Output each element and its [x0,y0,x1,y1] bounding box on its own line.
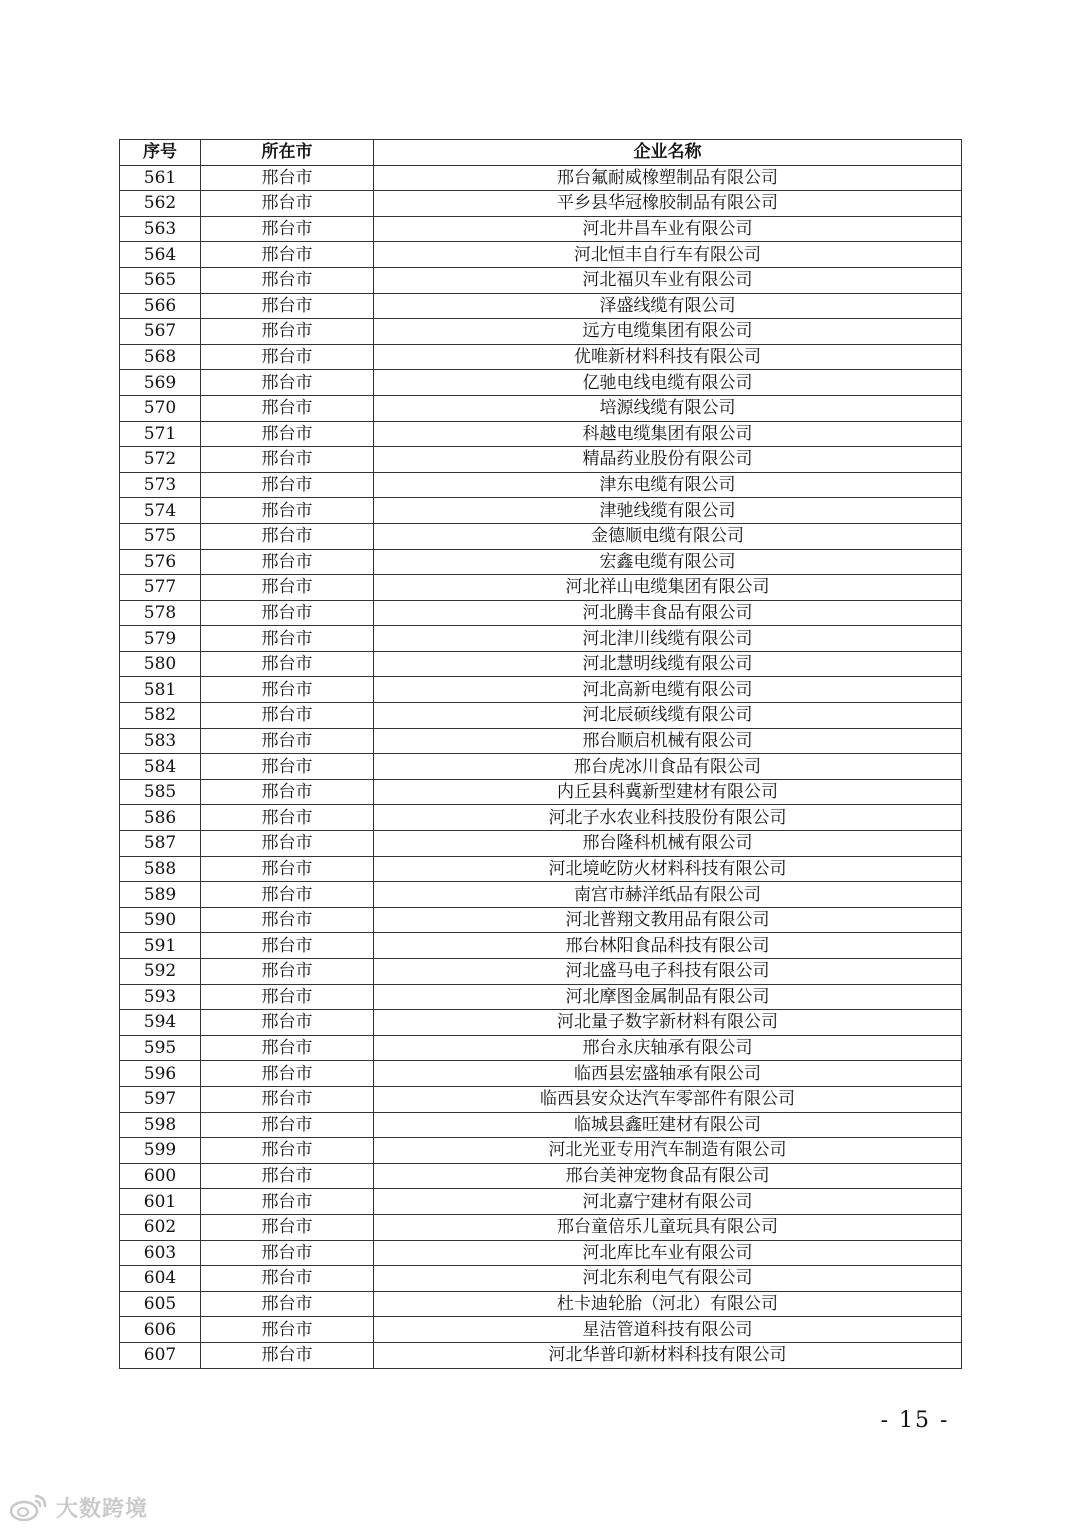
cell-city: 邢台市 [201,1163,374,1189]
cell-city: 邢台市 [201,728,374,754]
cell-company-name: 内丘县科冀新型建材有限公司 [374,779,962,805]
table-row [120,344,962,370]
table-row [120,651,962,677]
cell-city: 邢台市 [201,779,374,805]
cell-company-name: 河北量子数字新材料有限公司 [374,1010,962,1036]
cell-serial-number: 577 [120,575,201,601]
cell-company-name: 优唯新材料科技有限公司 [374,344,962,370]
cell-company-name: 河北盛马电子科技有限公司 [374,959,962,985]
cell-company-name: 杜卡迪轮胎（河北）有限公司 [374,1291,962,1317]
cell-serial-number: 606 [120,1317,201,1343]
cell-serial-number: 571 [120,421,201,447]
table-row [120,421,962,447]
table-row [120,703,962,729]
table-row [120,882,962,908]
cell-company-name: 河北腾丰食品有限公司 [374,600,962,626]
table-row [120,523,962,549]
cell-city: 邢台市 [201,1342,374,1368]
cell-city: 邢台市 [201,216,374,242]
table-row [120,395,962,421]
cell-serial-number: 598 [120,1112,201,1138]
table-row [120,191,962,217]
cell-serial-number: 568 [120,344,201,370]
cell-serial-number: 591 [120,933,201,959]
table-row [120,805,962,831]
table-row [120,1138,962,1164]
table-row [120,626,962,652]
table-row [120,779,962,805]
table-row [120,549,962,575]
cell-company-name: 河北福贝车业有限公司 [374,267,962,293]
table-row [120,1061,962,1087]
table-row [120,319,962,345]
cell-company-name: 河北摩图金属制品有限公司 [374,984,962,1010]
table-row [120,728,962,754]
cell-company-name: 河北华普印新材料科技有限公司 [374,1342,962,1368]
table-row [120,447,962,473]
cell-city: 邢台市 [201,523,374,549]
cell-company-name: 平乡县华冠橡胶制品有限公司 [374,191,962,217]
table-row [120,933,962,959]
watermark [8,1490,148,1524]
cell-company-name: 邢台隆科机械有限公司 [374,831,962,857]
cell-company-name: 临城县鑫旺建材有限公司 [374,1112,962,1138]
table-row [120,1010,962,1036]
cell-company-name: 星洁管道科技有限公司 [374,1317,962,1343]
cell-company-name: 河北光亚专用汽车制造有限公司 [374,1138,962,1164]
cell-serial-number: 569 [120,370,201,396]
cell-serial-number: 565 [120,267,201,293]
cell-company-name: 河北境屹防火材料科技有限公司 [374,856,962,882]
table-row [120,472,962,498]
cell-serial-number: 579 [120,626,201,652]
cell-city: 邢台市 [201,575,374,601]
table-row [120,1214,962,1240]
cell-city: 邢台市 [201,1086,374,1112]
cell-city: 邢台市 [201,421,374,447]
table-row [120,1240,962,1266]
cell-city: 邢台市 [201,882,374,908]
cell-serial-number: 563 [120,216,201,242]
cell-serial-number: 594 [120,1010,201,1036]
cell-city: 邢台市 [201,1317,374,1343]
page-number: - 15 - [880,1408,950,1433]
table-row [120,216,962,242]
cell-serial-number: 567 [120,319,201,345]
cell-city: 邢台市 [201,831,374,857]
table-row [120,1112,962,1138]
cell-company-name: 邢台氟耐威橡塑制品有限公司 [374,165,962,191]
cell-company-name: 河北高新电缆有限公司 [374,677,962,703]
cell-city: 邢台市 [201,472,374,498]
cell-city: 邢台市 [201,447,374,473]
cell-serial-number: 574 [120,498,201,524]
table-row [120,575,962,601]
cell-company-name: 河北祥山电缆集团有限公司 [374,575,962,601]
table-row [120,1342,962,1368]
cell-company-name: 临西县安众达汽车零部件有限公司 [374,1086,962,1112]
cell-company-name: 河北东利电气有限公司 [374,1266,962,1292]
cell-serial-number: 601 [120,1189,201,1215]
company-list-table [119,139,962,1369]
cell-company-name: 临西县宏盛轴承有限公司 [374,1061,962,1087]
cell-company-name: 河北井昌车业有限公司 [374,216,962,242]
cell-serial-number: 576 [120,549,201,575]
table-row [120,1086,962,1112]
table-row [120,293,962,319]
cell-company-name: 金德顺电缆有限公司 [374,523,962,549]
table-header-row [120,140,962,166]
cell-serial-number: 585 [120,779,201,805]
table-row [120,1189,962,1215]
cell-company-name: 宏鑫电缆有限公司 [374,549,962,575]
cell-serial-number: 600 [120,1163,201,1189]
weibo-logo-icon [8,1492,50,1522]
cell-company-name: 津驰线缆有限公司 [374,498,962,524]
cell-city: 邢台市 [201,165,374,191]
cell-company-name: 河北恒丰自行车有限公司 [374,242,962,268]
cell-city: 邢台市 [201,984,374,1010]
cell-serial-number: 588 [120,856,201,882]
cell-city: 邢台市 [201,1291,374,1317]
cell-city: 邢台市 [201,1189,374,1215]
cell-city: 邢台市 [201,1138,374,1164]
cell-city: 邢台市 [201,754,374,780]
cell-company-name: 科越电缆集团有限公司 [374,421,962,447]
cell-serial-number: 587 [120,831,201,857]
table-row [120,1266,962,1292]
cell-city: 邢台市 [201,651,374,677]
cell-company-name: 河北辰硕线缆有限公司 [374,703,962,729]
cell-serial-number: 561 [120,165,201,191]
cell-city: 邢台市 [201,498,374,524]
cell-serial-number: 573 [120,472,201,498]
cell-city: 邢台市 [201,626,374,652]
cell-company-name: 远方电缆集团有限公司 [374,319,962,345]
cell-company-name: 泽盛线缆有限公司 [374,293,962,319]
cell-serial-number: 593 [120,984,201,1010]
cell-company-name: 精晶药业股份有限公司 [374,447,962,473]
header-city: 所在市 [201,140,374,166]
cell-company-name: 培源线缆有限公司 [374,395,962,421]
cell-serial-number: 583 [120,728,201,754]
cell-city: 邢台市 [201,549,374,575]
cell-city: 邢台市 [201,959,374,985]
cell-serial-number: 602 [120,1214,201,1240]
cell-serial-number: 590 [120,907,201,933]
cell-company-name: 邢台林阳食品科技有限公司 [374,933,962,959]
table-row [120,831,962,857]
cell-serial-number: 580 [120,651,201,677]
cell-serial-number: 603 [120,1240,201,1266]
cell-city: 邢台市 [201,191,374,217]
header-company-name: 企业名称 [374,140,962,166]
cell-city: 邢台市 [201,344,374,370]
cell-company-name: 河北普翔文教用品有限公司 [374,907,962,933]
table-row [120,498,962,524]
table-row [120,600,962,626]
cell-city: 邢台市 [201,293,374,319]
table-row [120,1291,962,1317]
cell-serial-number: 605 [120,1291,201,1317]
cell-company-name: 河北子水农业科技股份有限公司 [374,805,962,831]
table-row [120,856,962,882]
cell-serial-number: 595 [120,1035,201,1061]
cell-serial-number: 597 [120,1086,201,1112]
cell-serial-number: 604 [120,1266,201,1292]
cell-company-name: 河北嘉宁建材有限公司 [374,1189,962,1215]
cell-company-name: 亿驰电线电缆有限公司 [374,370,962,396]
cell-company-name: 邢台永庆轴承有限公司 [374,1035,962,1061]
cell-company-name: 河北慧明线缆有限公司 [374,651,962,677]
cell-city: 邢台市 [201,805,374,831]
cell-serial-number: 596 [120,1061,201,1087]
cell-city: 邢台市 [201,1214,374,1240]
cell-company-name: 邢台虎冰川食品有限公司 [374,754,962,780]
table-row [120,1035,962,1061]
cell-serial-number: 570 [120,395,201,421]
table-row [120,959,962,985]
cell-city: 邢台市 [201,1061,374,1087]
cell-city: 邢台市 [201,1112,374,1138]
cell-city: 邢台市 [201,1240,374,1266]
cell-city: 邢台市 [201,370,374,396]
cell-company-name: 南宫市赫洋纸品有限公司 [374,882,962,908]
cell-company-name: 津东电缆有限公司 [374,472,962,498]
cell-serial-number: 562 [120,191,201,217]
cell-serial-number: 599 [120,1138,201,1164]
cell-company-name: 邢台美神宠物食品有限公司 [374,1163,962,1189]
table-row [120,1163,962,1189]
table-row [120,677,962,703]
cell-city: 邢台市 [201,703,374,729]
cell-city: 邢台市 [201,267,374,293]
table-row [120,1317,962,1343]
cell-company-name: 邢台童倍乐儿童玩具有限公司 [374,1214,962,1240]
cell-serial-number: 578 [120,600,201,626]
cell-serial-number: 586 [120,805,201,831]
cell-city: 邢台市 [201,242,374,268]
cell-city: 邢台市 [201,933,374,959]
table-body [120,165,962,1368]
cell-serial-number: 607 [120,1342,201,1368]
cell-city: 邢台市 [201,907,374,933]
cell-city: 邢台市 [201,395,374,421]
cell-city: 邢台市 [201,856,374,882]
cell-company-name: 邢台顺启机械有限公司 [374,728,962,754]
cell-company-name: 河北津川线缆有限公司 [374,626,962,652]
cell-city: 邢台市 [201,1266,374,1292]
cell-city: 邢台市 [201,319,374,345]
table-row [120,907,962,933]
cell-serial-number: 584 [120,754,201,780]
cell-city: 邢台市 [201,600,374,626]
cell-serial-number: 572 [120,447,201,473]
table-row [120,165,962,191]
cell-serial-number: 581 [120,677,201,703]
cell-serial-number: 592 [120,959,201,985]
table-row [120,267,962,293]
cell-serial-number: 566 [120,293,201,319]
cell-serial-number: 564 [120,242,201,268]
header-serial-number: 序号 [120,140,201,166]
cell-serial-number: 575 [120,523,201,549]
watermark-text: 大数跨境 [56,1496,149,1522]
cell-city: 邢台市 [201,677,374,703]
table-row [120,754,962,780]
cell-serial-number: 582 [120,703,201,729]
table-row [120,242,962,268]
cell-company-name: 河北库比车业有限公司 [374,1240,962,1266]
table-row [120,984,962,1010]
cell-city: 邢台市 [201,1010,374,1036]
cell-city: 邢台市 [201,1035,374,1061]
cell-serial-number: 589 [120,882,201,908]
table-row [120,370,962,396]
